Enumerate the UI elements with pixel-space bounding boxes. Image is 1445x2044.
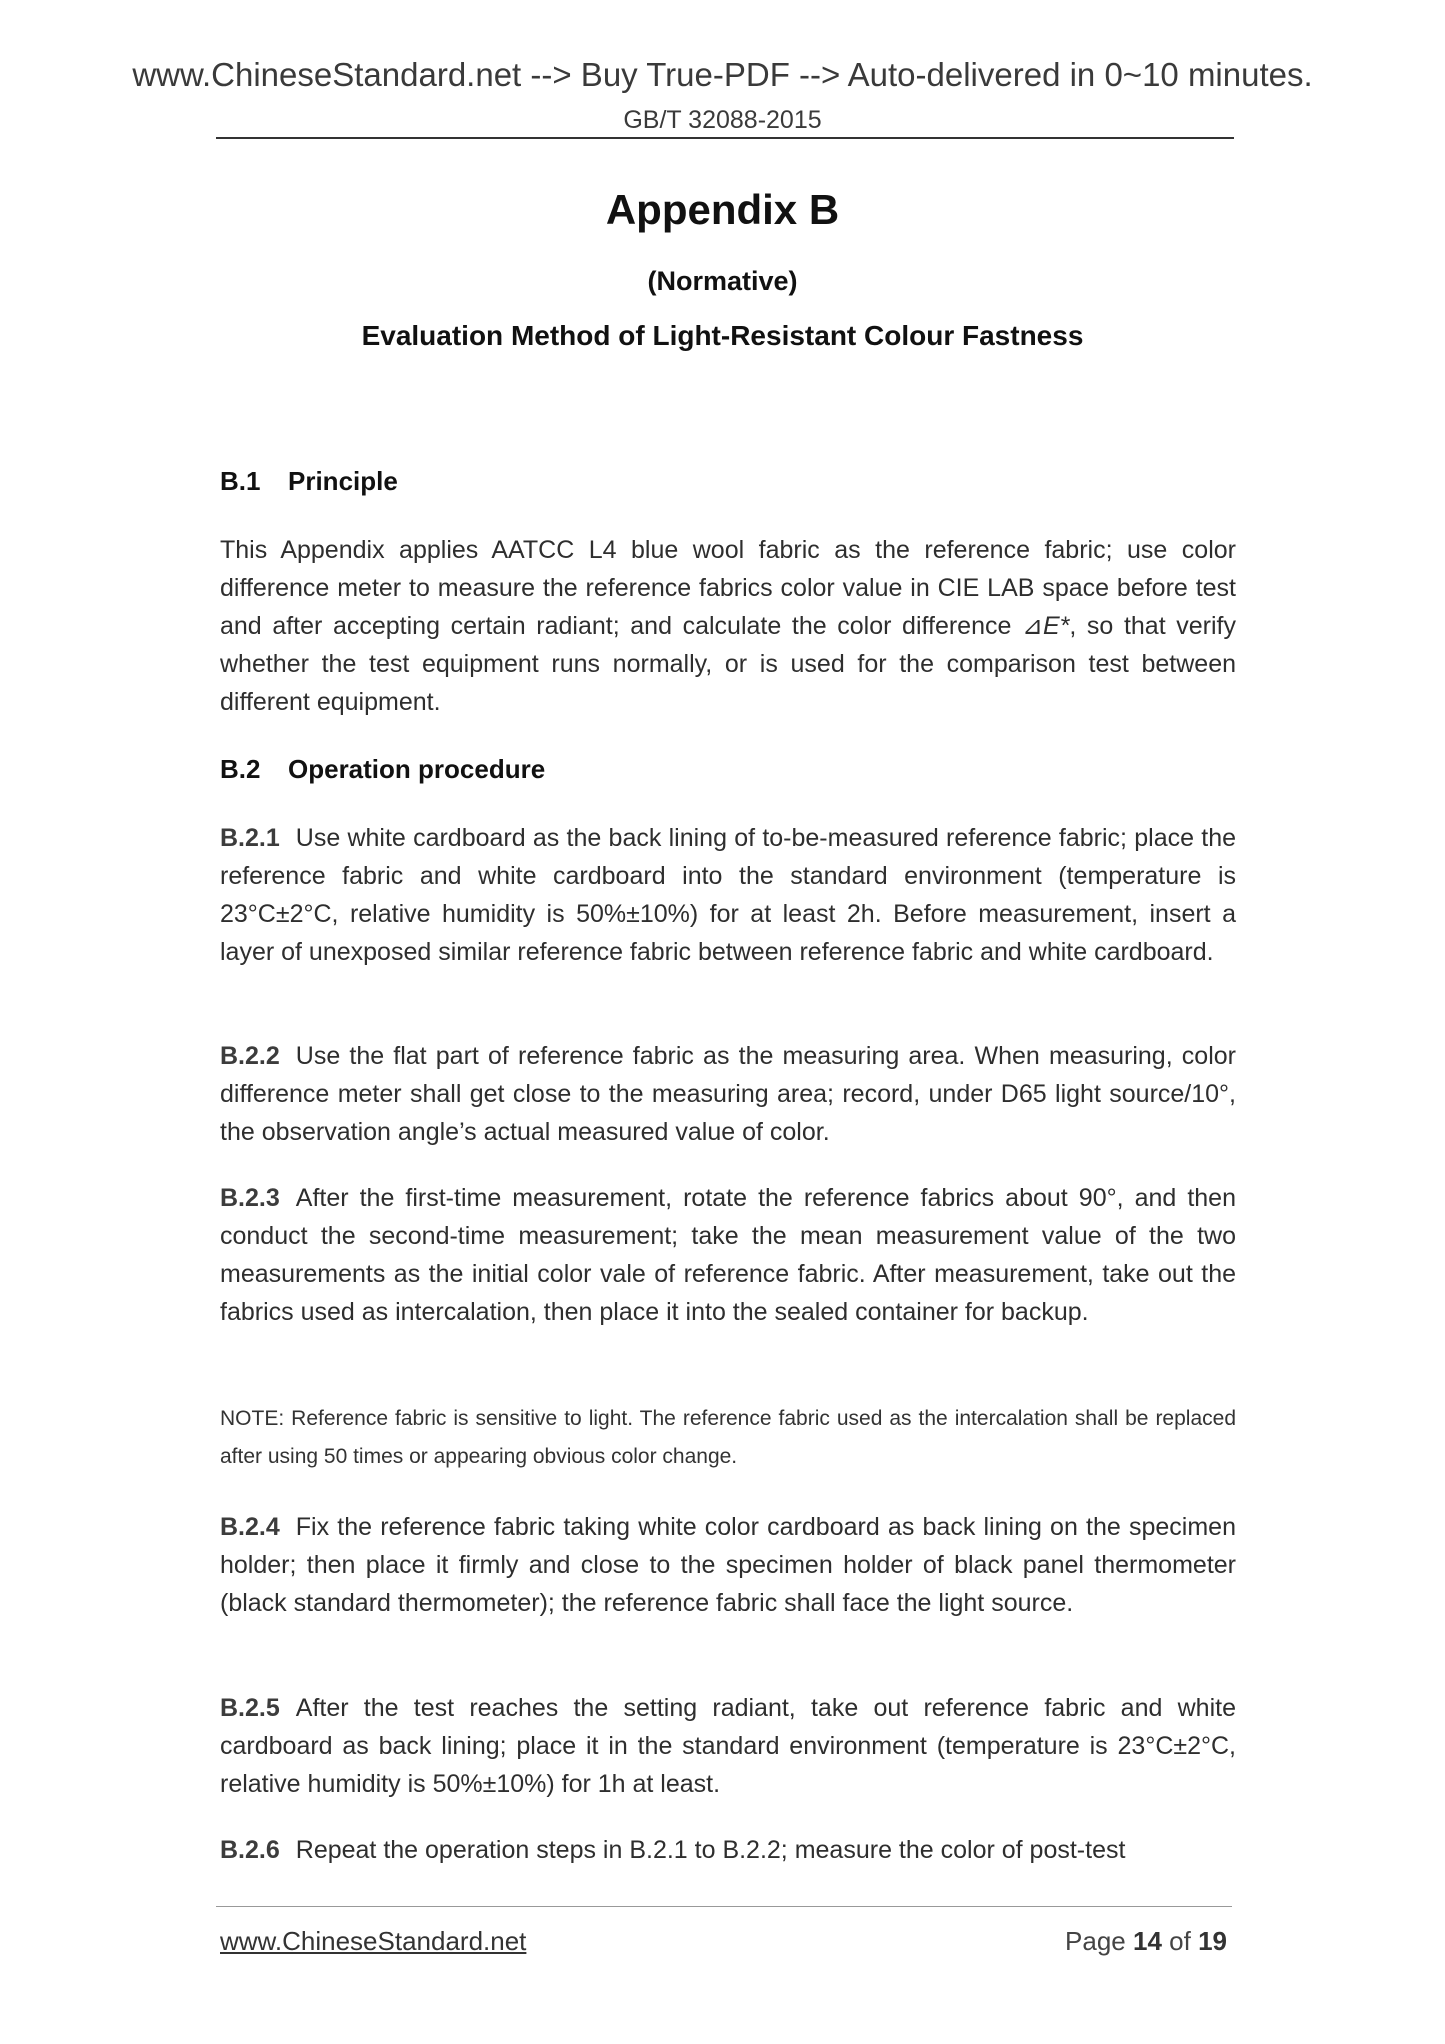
clause-number: B.2.5 <box>220 1694 280 1722</box>
delta-e-symbol: ⊿E* <box>1022 612 1070 640</box>
section-heading-b2 <box>220 754 545 785</box>
clause-b25 <box>220 1689 1236 1803</box>
page-prefix: Page <box>1065 1926 1126 1956</box>
appendix-title: Appendix B <box>605 186 840 233</box>
clause-number: B.2.2 <box>220 1042 280 1070</box>
clause-text: After the first-time measurement, rotate the reference fabrics about 90°, and then conduct the second-time measurement; take the mean measurement value of the two measurements as the initial color vale of reference fabric. After measurement, take out the fabrics used as intercalation, then place it into the sealed container for backup. <box>220 1184 1236 1326</box>
clause-number: B.2.3 <box>220 1184 280 1212</box>
clause-b26 <box>220 1831 1236 1869</box>
section-number: B.1 <box>220 466 261 496</box>
footer-divider <box>216 1906 1232 1907</box>
clause-text: Use white cardboard as the back lining of to-be-measured reference fabric; place the reference fabric and white cardboard into the standard environment (temperature is 23°C±2°C, relative humidity is 50%±10%) for at least 2h. Before measurement, insert a layer of unexposed similar reference fabric between reference fabric and white cardboard. <box>220 824 1236 966</box>
header-divider <box>216 137 1234 139</box>
principle-text-end: , so that verify whether the test equipment runs normally, or is used for the comparison test between different equipment. <box>220 612 1237 716</box>
section-number: B.2 <box>220 754 261 784</box>
page-total: 19 <box>1198 1926 1227 1956</box>
clause-text: Repeat the operation steps in B.2.1 to B.2.2; measure the color of post-test <box>295 1836 1126 1864</box>
clause-b23 <box>220 1179 1236 1331</box>
standard-code: GB/T 32088-2015 <box>623 106 822 134</box>
principle-text: This Appendix applies AATCC L4 blue wool fabric as the reference fabric; use color difference meter to measure the reference fabrics color value in CIE LAB space before test and after accepting certain radiant; and calculate the color difference <box>220 536 1236 640</box>
clause-b24 <box>220 1508 1236 1622</box>
page-of: of <box>1169 1926 1191 1956</box>
note-paragraph: NOTE: Reference fabric is sensitive to light. The reference fabric used as the intercalation shall be replaced after using 50 times or appearing obvious color change. <box>220 1407 1236 1468</box>
section-title: Principle <box>288 466 398 496</box>
clause-text: After the test reaches the setting radiant, take out reference fabric and white cardboard as back lining; place it in the standard environment (temperature is 23°C±2°C, relative humidity is 50%±10%) for 1h at least. <box>220 1694 1236 1798</box>
clause-b21 <box>220 819 1236 971</box>
appendix-type: (Normative) <box>647 266 798 296</box>
clause-b22 <box>220 1037 1236 1151</box>
clause-number: B.2.1 <box>220 824 280 852</box>
page-current: 14 <box>1133 1926 1162 1956</box>
section-title: Operation procedure <box>288 754 546 784</box>
clause-number: B.2.6 <box>220 1836 280 1864</box>
clause-text: Fix the reference fabric taking white color cardboard as back lining on the specimen holder; then place it firmly and close to the specimen holder of black panel thermometer (black standard thermometer); the reference fabric shall face the light source. <box>220 1513 1236 1617</box>
section-heading-b1 <box>220 466 398 497</box>
clause-text: Use the flat part of reference fabric as the measuring area. When measuring, color difference meter shall get close to the measuring area; record, under D65 light source/10°, the observation angle’s actual measured value of color. <box>220 1042 1236 1146</box>
appendix-subject: Evaluation Method of Light-Resistant Colour Fastness <box>361 320 1084 351</box>
clause-number: B.2.4 <box>220 1513 280 1541</box>
footer-site-link[interactable]: www.ChineseStandard.net <box>220 1926 527 1956</box>
header-banner: www.ChineseStandard.net --> Buy True-PDF --> Auto-delivered in 0~10 minutes. <box>132 56 1313 93</box>
page-indicator <box>1065 1926 1227 1957</box>
principle-paragraph <box>220 531 1236 721</box>
